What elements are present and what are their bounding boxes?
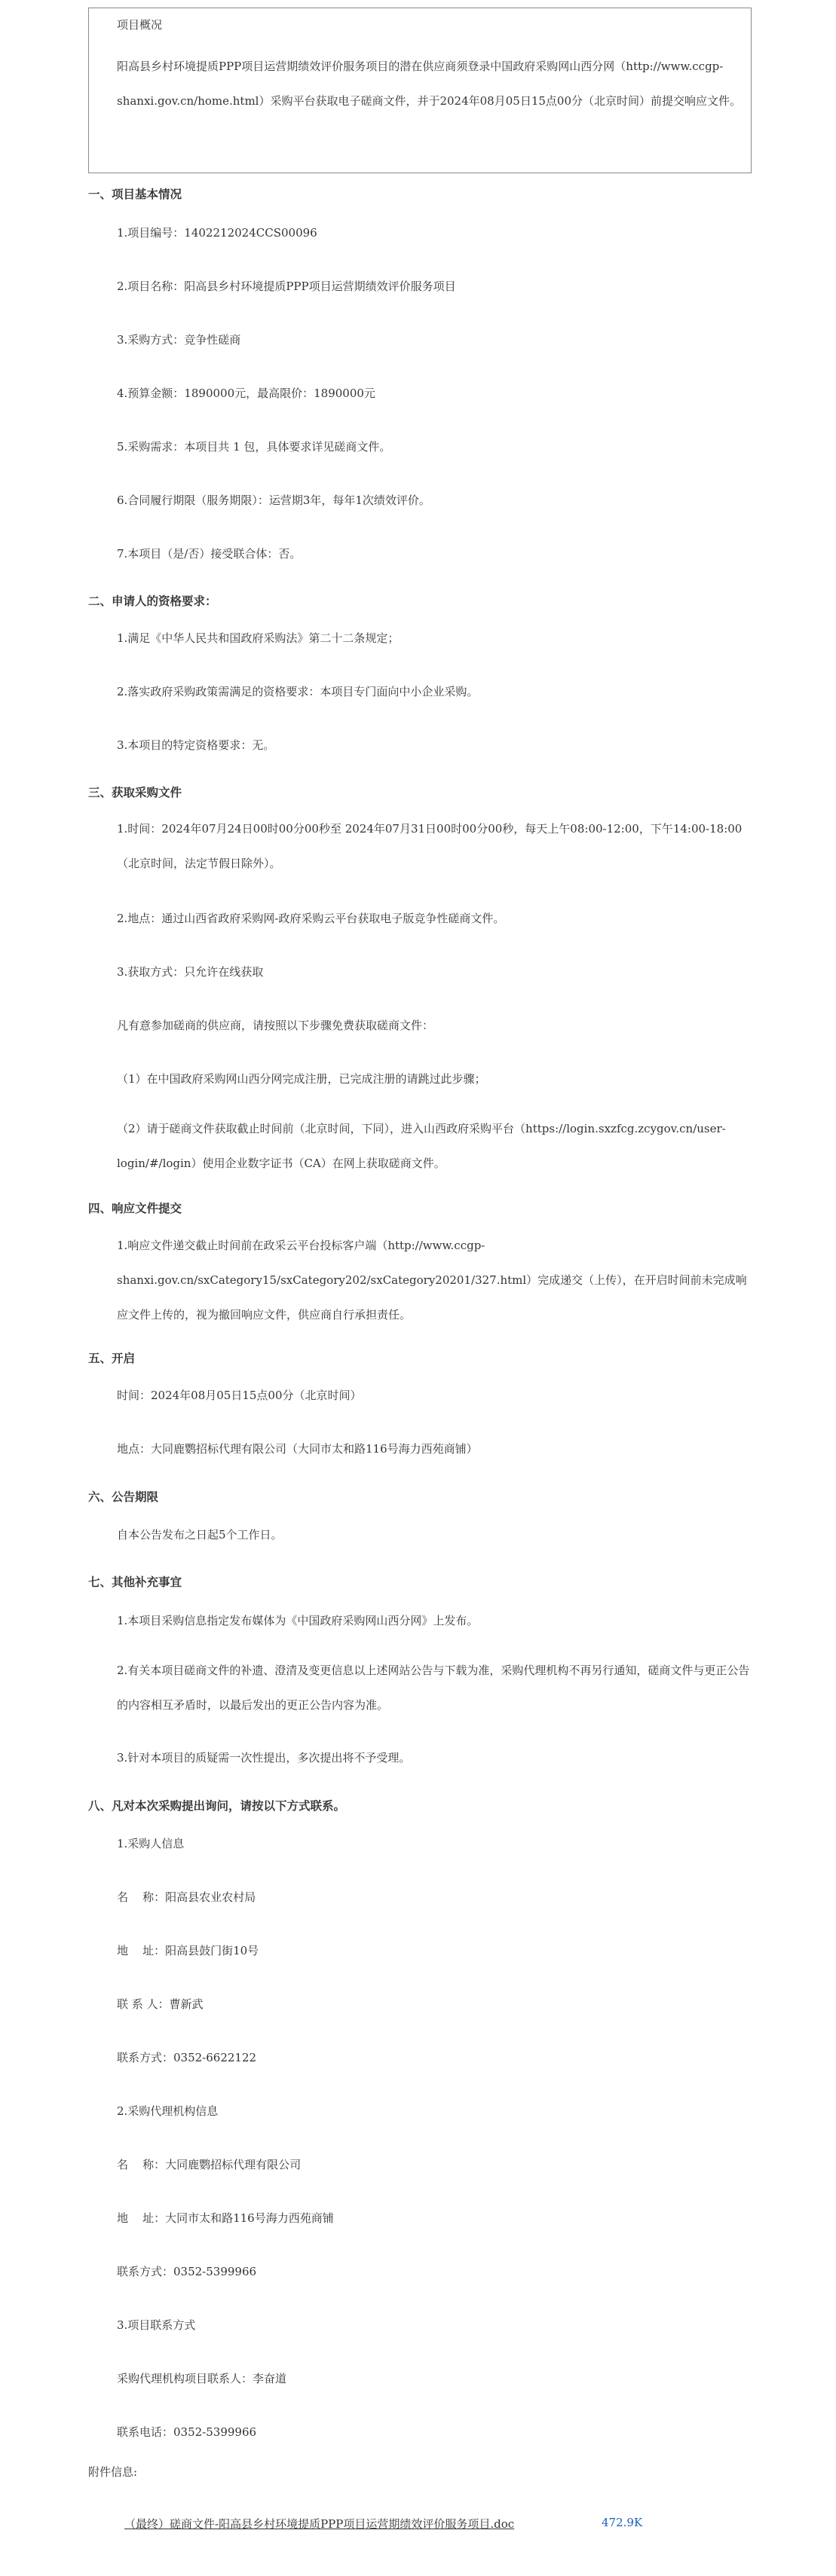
project-contact-phone: 联系电话：0352-5399966 bbox=[117, 2425, 257, 2439]
procurement-requirement: 5.采购需求：本项目共 1 包，具体要求详见磋商文件。 bbox=[117, 440, 391, 454]
section8-heading: 八、凡对本次采购提出询问，请按以下方式联系。 bbox=[88, 1798, 346, 1813]
opening-place: 地点：大同鹿鹦招标代理有限公司（大同市太和路116号海力西苑商铺） bbox=[117, 1442, 478, 1456]
purchaser-phone: 联系方式：0352-6622122 bbox=[117, 2051, 257, 2064]
document-step-1: （1）在中国政府采购网山西分网完成注册，已完成注册的请跳过此步骤； bbox=[117, 1072, 486, 1086]
document-place: 2.地点：通过山西省政府采购网-政府采购云平台获取电子版竞争性磋商文件。 bbox=[117, 912, 505, 925]
purchaser-heading: 1.采购人信息 bbox=[117, 1837, 185, 1850]
project-contact-person: 采购代理机构项目联系人：李奋道 bbox=[117, 2372, 287, 2385]
project-contact-heading: 3.项目联系方式 bbox=[117, 2318, 196, 2332]
project-name: 2.项目名称：阳高县乡村环境提质PPP项目运营期绩效评价服务项目 bbox=[117, 280, 456, 293]
supplement-1: 1.本项目采购信息指定发布媒体为《中国政府采购网山西分网》上发布。 bbox=[117, 1614, 479, 1627]
section1-heading: 一、项目基本情况 bbox=[88, 187, 182, 201]
agency-heading: 2.采购代理机构信息 bbox=[117, 2104, 219, 2118]
response-submission-text: 1.响应文件递交截止时间前在政采云平台投标客户端（http://www.ccgp-shanxi.gov.cn/sxCategory15/sxCategory202/sxCategory20201/327.html）完成递交（上传），在开启时间前未完成响应文件上传的，视为撤回响应文件，供应商自行承担责任。 bbox=[117, 1239, 747, 1322]
section2-heading: 二、申请人的资格要求： bbox=[88, 594, 217, 608]
project-number: 1.项目编号：1402212024CCS00096 bbox=[117, 226, 317, 240]
opening-time: 时间：2024年08月05日15点00分（北京时间） bbox=[117, 1389, 362, 1402]
attachment-label: 附件信息: bbox=[88, 2465, 138, 2479]
purchaser-contact: 联 系 人：曹新武 bbox=[117, 1997, 204, 2011]
agency-address: 地 址：大同市太和路116号海力西苑商铺 bbox=[117, 2211, 334, 2225]
consortium-accepted: 7.本项目（是/否）接受联合体：否。 bbox=[117, 547, 302, 561]
purchaser-address: 地 址：阳高县鼓门街10号 bbox=[117, 1944, 259, 1957]
budget-amount: 4.预算金额：1890000元，最高限价：1890000元 bbox=[117, 387, 375, 400]
qualification-1: 1.满足《中华人民共和国政府采购法》第二十二条规定； bbox=[117, 631, 400, 645]
qualification-3: 3.本项目的特定资格要求：无。 bbox=[117, 738, 275, 752]
section3-heading: 三、获取采购文件 bbox=[88, 785, 182, 799]
attachment-file-link[interactable]: （最终）磋商文件-阳高县乡村环境提质PPP项目运营期绩效评价服务项目.doc bbox=[124, 2517, 515, 2531]
section7-heading: 七、其他补充事宜 bbox=[88, 1575, 182, 1589]
procurement-method: 3.采购方式：竞争性磋商 bbox=[117, 333, 241, 347]
section4-heading: 四、响应文件提交 bbox=[88, 1201, 182, 1215]
announcement-period: 自本公告发布之日起5个工作日。 bbox=[117, 1528, 283, 1542]
document-method: 3.获取方式：只允许在线获取 bbox=[117, 965, 264, 979]
contract-period: 6.合同履行期限（服务期限）：运营期3年，每年1次绩效评价。 bbox=[117, 494, 430, 507]
document-time: 1.时间：2024年07月24日00时00分00秒至 2024年07月31日00时00分00秒，每天上午08:00-12:00，下午14:00-18:00（北京时间，法定节假日除外）。 bbox=[117, 822, 743, 870]
attachment-file-size: 472.9K bbox=[602, 2516, 643, 2529]
qualification-2: 2.落实政府采购政策需满足的资格要求：本项目专门面向中小企业采购。 bbox=[117, 685, 479, 698]
supplement-2: 2.有关本项目磋商文件的补遗、澄清及变更信息以上述网站公告与下载为准，采购代理机构不再另行通知，磋商文件与更正公告的内容相互矛盾时，以最后发出的更正公告内容为准。 bbox=[117, 1664, 750, 1712]
section5-heading: 五、开启 bbox=[88, 1351, 136, 1365]
document-note: 凡有意参加磋商的供应商，请按照以下步骤免费获取磋商文件： bbox=[117, 1019, 434, 1032]
section6-heading: 六、公告期限 bbox=[88, 1490, 159, 1504]
overview-title: 项目概况 bbox=[117, 18, 163, 32]
overview-text: 阳高县乡村环境提质PPP项目运营期绩效评价服务项目的潜在供应商须登录中国政府采购网山西分网（http://www.ccgp-shanxi.gov.cn/home.html）采购平台获取电子磋商文件，并于2024年08月05日15点00分（北京时间）前提交响应文件。 bbox=[117, 60, 741, 108]
supplement-3: 3.针对本项目的质疑需一次性提出，多次提出将不予受理。 bbox=[117, 1751, 411, 1765]
document-step-2: （2）请于磋商文件获取截止时间前（北京时间，下同），进入山西政府采购平台（https://login.sxzfcg.zcygov.cn/user-login/#/login）使用企业数字证书（CA）在网上获取磋商文件。 bbox=[117, 1122, 726, 1170]
purchaser-name: 名 称：阳高县农业农村局 bbox=[117, 1890, 256, 1904]
agency-phone: 联系方式：0352-5399966 bbox=[117, 2265, 257, 2278]
agency-name: 名 称：大同鹿鹦招标代理有限公司 bbox=[117, 2158, 302, 2171]
